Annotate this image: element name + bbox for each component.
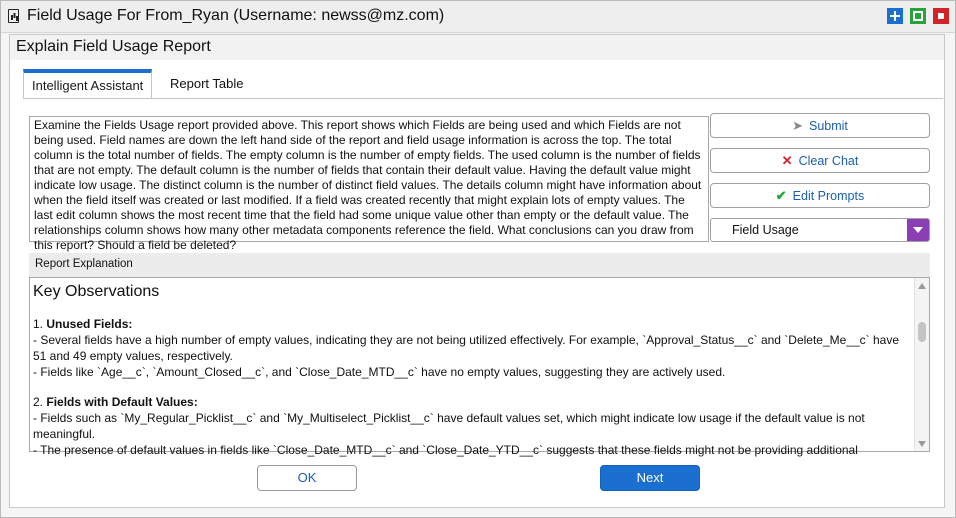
item-title: Fields with Default Values:	[46, 395, 198, 409]
item-title: Unused Fields:	[46, 317, 133, 331]
list-item-detail: - Several fields have a high number of empty values, indicating they are not being utilized effectively. For example, `Approval_Status__c` and `Delete_Me__c` have 51 and 49 empty values, respectively.	[33, 333, 900, 363]
close-button[interactable]	[933, 8, 949, 24]
next-button[interactable]: Next	[600, 465, 700, 491]
report-explanation-header	[29, 253, 930, 277]
title-bar	[1, 1, 955, 33]
item-number: 2.	[33, 395, 44, 409]
panel-header	[10, 35, 944, 60]
list-item-detail: - Fields such as `My_Regular_Picklist__c` and `My_Multiselect_Picklist__c` have default values set, which might indicate low usage if the default value is not meaningful.	[33, 411, 865, 441]
prompt-text: Examine the Fields Usage report provided above. This report shows which Fields are being used and which Fields are not being used. Field names are down the left hand side of the report and field usage information is across the top. The total column is the total number of fields. The empty column is the number of empty fields. The used column is the number of fields that are not empty. The default column is the number of fields that contain their default value. Having the default value might indicate low usage. The distinct column is the number of distinct field values. The details column might have information about when the field itself was created or last modified. If a field was created recently that might explain lots of empty values. The last edit column shows the most recent time that the field had some unique value other than empty or the default value. The relationships column shows how many other metadata components reference the field. What conclusions can you draw from this report? Should a field be deleted?	[34, 118, 702, 252]
edit-prompts-label: Edit Prompts	[792, 189, 865, 203]
check-icon: ✔	[775, 188, 787, 203]
restore-button[interactable]	[910, 8, 926, 24]
list-item	[33, 316, 909, 332]
maximize-button[interactable]	[887, 8, 903, 24]
tab-divider	[23, 98, 943, 99]
submit-label: Submit	[809, 119, 848, 133]
ok-button[interactable]: OK	[257, 465, 357, 491]
window-title: Field Usage For From_Ryan (Username: newss@mz.com)	[27, 7, 445, 24]
select-value: Field Usage	[732, 223, 799, 237]
clear-chat-button[interactable]	[710, 148, 930, 173]
vertical-scrollbar[interactable]	[914, 278, 929, 451]
prompt-textarea[interactable]	[29, 116, 709, 252]
item-number: 1.	[33, 317, 44, 331]
explain-panel	[9, 34, 945, 508]
observations-heading: Key Observations	[33, 283, 160, 300]
report-icon	[8, 9, 19, 23]
edit-prompts-button[interactable]	[710, 183, 930, 208]
prompt-type-select[interactable]	[710, 218, 930, 242]
tab-intelligent-assistant[interactable]: Intelligent Assistant	[23, 69, 152, 99]
list-item-detail: - Fields like `Age__c`, `Amount_Closed__c`, and `Close_Date_MTD__c` have no empty values, suggesting they are actively used.	[33, 365, 726, 379]
panel-title: Explain Field Usage Report	[16, 38, 211, 55]
chevron-down-icon[interactable]	[907, 219, 929, 241]
scroll-up-icon[interactable]	[918, 283, 926, 289]
scroll-down-icon[interactable]	[918, 441, 926, 447]
list-item	[33, 394, 909, 410]
section-title: Report Explanation	[35, 258, 133, 270]
close-icon: ✕	[781, 153, 793, 168]
tab-report-table[interactable]: Report Table	[170, 76, 244, 91]
report-explanation-area[interactable]	[29, 277, 930, 457]
scroll-thumb[interactable]	[918, 322, 926, 342]
clear-chat-label: Clear Chat	[798, 154, 859, 168]
submit-button[interactable]	[710, 113, 930, 138]
explanation-content	[33, 280, 909, 458]
send-icon: ➤	[792, 118, 803, 133]
list-item-detail: - The presence of default values in fields like `Close_Date_MTD__c` and `Close_Date_YTD__c` suggests that these fields might not be providing additional	[33, 443, 858, 457]
